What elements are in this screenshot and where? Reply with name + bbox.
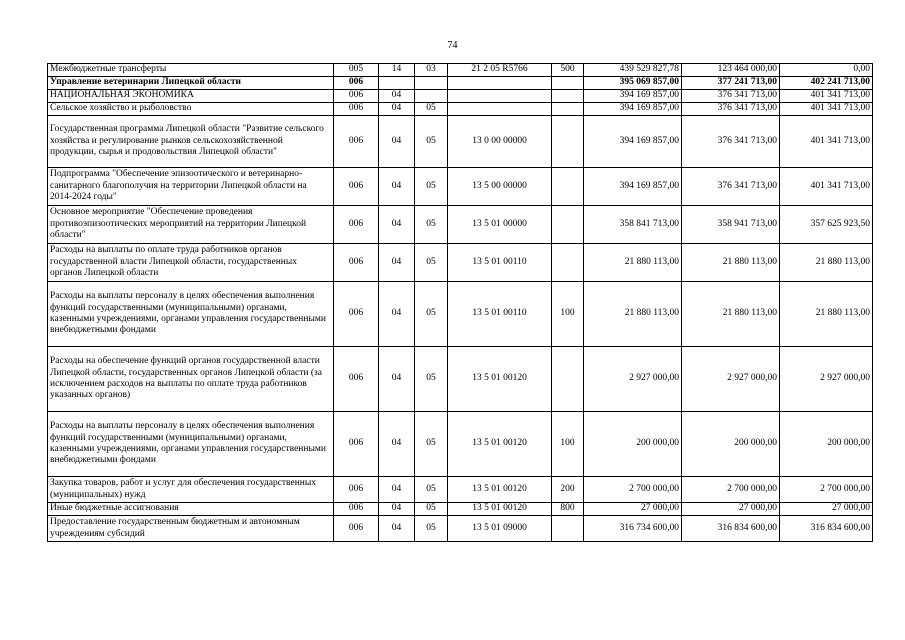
cell-vr xyxy=(552,116,584,168)
cell-year3: 357 625 923,50 xyxy=(780,206,873,244)
cell-year2: 27 000,00 xyxy=(682,503,780,516)
cell-rz: 04 xyxy=(379,244,415,282)
cell-name: Сельское хозяйство и рыболовство xyxy=(48,103,334,116)
table-row xyxy=(48,412,873,477)
cell-csr: 13 5 01 00120 xyxy=(448,412,552,477)
cell-ved: 006 xyxy=(334,347,379,412)
cell-pr: 05 xyxy=(415,412,448,477)
table-row xyxy=(48,206,873,244)
cell-csr: 13 5 01 00120 xyxy=(448,503,552,516)
table-row xyxy=(48,168,873,206)
table-row xyxy=(48,64,873,77)
cell-year3: 401 341 713,00 xyxy=(780,90,873,103)
cell-year2: 377 241 713,00 xyxy=(682,77,780,90)
cell-year1: 395 069 857,00 xyxy=(584,77,682,90)
cell-pr: 05 xyxy=(415,206,448,244)
cell-year1: 394 169 857,00 xyxy=(584,103,682,116)
table-row xyxy=(48,282,873,347)
cell-name: Основное мероприятие "Обеспечение проведения противоэпизоотических мероприятий на территории Липецкой области" xyxy=(48,206,334,244)
cell-csr: 13 5 01 00000 xyxy=(448,206,552,244)
cell-name: НАЦИОНАЛЬНАЯ ЭКОНОМИКА xyxy=(48,90,334,103)
cell-name: Иные бюджетные ассигнования xyxy=(48,503,334,516)
cell-csr: 13 5 01 09000 xyxy=(448,516,552,542)
cell-ved: 005 xyxy=(334,64,379,77)
cell-year1: 2 927 000,00 xyxy=(584,347,682,412)
cell-name: Расходы на выплаты персоналу в целях обеспечения выполнения функций государственными (муниципальными) органами, казенными учреждениями, органами управления государственными внебюджетными фондами xyxy=(48,282,334,347)
cell-year3: 316 834 600,00 xyxy=(780,516,873,542)
cell-year3: 0,00 xyxy=(780,64,873,77)
cell-year2: 376 341 713,00 xyxy=(682,103,780,116)
table-row xyxy=(48,516,873,542)
cell-vr: 200 xyxy=(552,477,584,503)
cell-csr: 13 0 00 00000 xyxy=(448,116,552,168)
cell-rz: 04 xyxy=(379,477,415,503)
cell-name: Расходы на выплаты по оплате труда работников органов государственной власти Липецкой области, государственных органов Липецкой области xyxy=(48,244,334,282)
cell-year1: 439 529 827,78 xyxy=(584,64,682,77)
cell-year2: 358 941 713,00 xyxy=(682,206,780,244)
table-row xyxy=(48,103,873,116)
cell-year2: 123 464 000,00 xyxy=(682,64,780,77)
cell-year3: 401 341 713,00 xyxy=(780,168,873,206)
cell-ved: 006 xyxy=(334,477,379,503)
cell-pr: 05 xyxy=(415,477,448,503)
cell-year2: 376 341 713,00 xyxy=(682,90,780,103)
table-row xyxy=(48,77,873,90)
cell-year1: 394 169 857,00 xyxy=(584,90,682,103)
cell-rz: 04 xyxy=(379,168,415,206)
cell-year1: 2 700 000,00 xyxy=(584,477,682,503)
cell-pr: 05 xyxy=(415,244,448,282)
table-row xyxy=(48,347,873,412)
table-row xyxy=(48,477,873,503)
cell-vr: 100 xyxy=(552,412,584,477)
cell-rz: 14 xyxy=(379,64,415,77)
cell-year1: 21 880 113,00 xyxy=(584,244,682,282)
cell-rz: 04 xyxy=(379,103,415,116)
cell-year1: 316 734 600,00 xyxy=(584,516,682,542)
cell-csr: 13 5 01 00120 xyxy=(448,477,552,503)
cell-ved: 006 xyxy=(334,412,379,477)
cell-pr xyxy=(415,77,448,90)
cell-vr: 500 xyxy=(552,64,584,77)
cell-vr xyxy=(552,516,584,542)
cell-year1: 394 169 857,00 xyxy=(584,116,682,168)
cell-year3: 200 000,00 xyxy=(780,412,873,477)
cell-year3: 401 341 713,00 xyxy=(780,103,873,116)
table-row xyxy=(48,244,873,282)
cell-year2: 316 834 600,00 xyxy=(682,516,780,542)
table-row xyxy=(48,503,873,516)
budget-table xyxy=(47,63,873,542)
cell-year1: 200 000,00 xyxy=(584,412,682,477)
cell-year1: 21 880 113,00 xyxy=(584,282,682,347)
cell-year3: 2 927 000,00 xyxy=(780,347,873,412)
cell-vr xyxy=(552,103,584,116)
cell-csr: 13 5 00 00000 xyxy=(448,168,552,206)
cell-year2: 376 341 713,00 xyxy=(682,168,780,206)
cell-name: Расходы на обеспечение функций органов государственной власти Липецкой области, государственных органов Липецкой области (за исключением расходов на выплаты по оплате труда работников указанных органов) xyxy=(48,347,334,412)
cell-csr xyxy=(448,90,552,103)
cell-year1: 394 169 857,00 xyxy=(584,168,682,206)
cell-ved: 006 xyxy=(334,282,379,347)
cell-vr xyxy=(552,347,584,412)
cell-csr: 13 5 01 00110 xyxy=(448,244,552,282)
table-row xyxy=(48,90,873,103)
cell-csr: 13 5 01 00120 xyxy=(448,347,552,412)
cell-pr: 05 xyxy=(415,103,448,116)
cell-rz: 04 xyxy=(379,90,415,103)
cell-pr xyxy=(415,90,448,103)
cell-name: Предоставление государственным бюджетным и автономным учреждениям субсидий xyxy=(48,516,334,542)
cell-name: Управление ветеринарии Липецкой области xyxy=(48,77,334,90)
page-number: 74 xyxy=(447,40,458,51)
cell-vr xyxy=(552,77,584,90)
cell-vr xyxy=(552,168,584,206)
cell-vr: 800 xyxy=(552,503,584,516)
cell-vr: 100 xyxy=(552,282,584,347)
cell-ved: 006 xyxy=(334,168,379,206)
cell-year2: 2 700 000,00 xyxy=(682,477,780,503)
cell-year3: 21 880 113,00 xyxy=(780,244,873,282)
cell-rz: 04 xyxy=(379,347,415,412)
cell-year1: 358 841 713,00 xyxy=(584,206,682,244)
cell-csr xyxy=(448,103,552,116)
cell-year2: 21 880 113,00 xyxy=(682,244,780,282)
cell-rz: 04 xyxy=(379,412,415,477)
cell-year2: 2 927 000,00 xyxy=(682,347,780,412)
cell-pr: 05 xyxy=(415,503,448,516)
cell-csr: 13 5 01 00110 xyxy=(448,282,552,347)
cell-pr: 03 xyxy=(415,64,448,77)
cell-rz: 04 xyxy=(379,516,415,542)
cell-pr: 05 xyxy=(415,116,448,168)
cell-ved: 006 xyxy=(334,77,379,90)
cell-ved: 006 xyxy=(334,244,379,282)
cell-rz xyxy=(379,77,415,90)
cell-csr xyxy=(448,77,552,90)
cell-ved: 006 xyxy=(334,503,379,516)
cell-year1: 27 000,00 xyxy=(584,503,682,516)
cell-name: Подпрограмма "Обеспечение эпизоотического и ветеринарно-санитарного благополучия на территории Липецкой области на 2014-2024 годы" xyxy=(48,168,334,206)
cell-year3: 27 000,00 xyxy=(780,503,873,516)
cell-year2: 200 000,00 xyxy=(682,412,780,477)
cell-name: Расходы на выплаты персоналу в целях обеспечения выполнения функций государственными (муниципальными) органами, казенными учреждениями, органами управления государственными внебюджетными фондами xyxy=(48,412,334,477)
cell-ved: 006 xyxy=(334,103,379,116)
cell-ved: 006 xyxy=(334,516,379,542)
cell-vr xyxy=(552,90,584,103)
cell-ved: 006 xyxy=(334,206,379,244)
cell-pr: 05 xyxy=(415,168,448,206)
cell-name: Межбюджетные трансферты xyxy=(48,64,334,77)
cell-year3: 401 341 713,00 xyxy=(780,116,873,168)
cell-csr: 21 2 05 R5766 xyxy=(448,64,552,77)
cell-year2: 21 880 113,00 xyxy=(682,282,780,347)
cell-vr xyxy=(552,244,584,282)
cell-pr: 05 xyxy=(415,282,448,347)
cell-year3: 21 880 113,00 xyxy=(780,282,873,347)
cell-rz: 04 xyxy=(379,116,415,168)
cell-vr xyxy=(552,206,584,244)
cell-name: Государственная программа Липецкой области "Развитие сельского хозяйства и регулирование рынков сельскохозяйственной продукции, сырья и продовольствия Липецкой области" xyxy=(48,116,334,168)
cell-pr: 05 xyxy=(415,347,448,412)
table-row xyxy=(48,116,873,168)
cell-pr: 05 xyxy=(415,516,448,542)
cell-rz: 04 xyxy=(379,503,415,516)
cell-ved: 006 xyxy=(334,116,379,168)
cell-name: Закупка товаров, работ и услуг для обеспечения государственных (муниципальных) нужд xyxy=(48,477,334,503)
cell-year3: 2 700 000,00 xyxy=(780,477,873,503)
cell-year2: 376 341 713,00 xyxy=(682,116,780,168)
cell-rz: 04 xyxy=(379,206,415,244)
cell-rz: 04 xyxy=(379,282,415,347)
cell-ved: 006 xyxy=(334,90,379,103)
cell-year3: 402 241 713,00 xyxy=(780,77,873,90)
